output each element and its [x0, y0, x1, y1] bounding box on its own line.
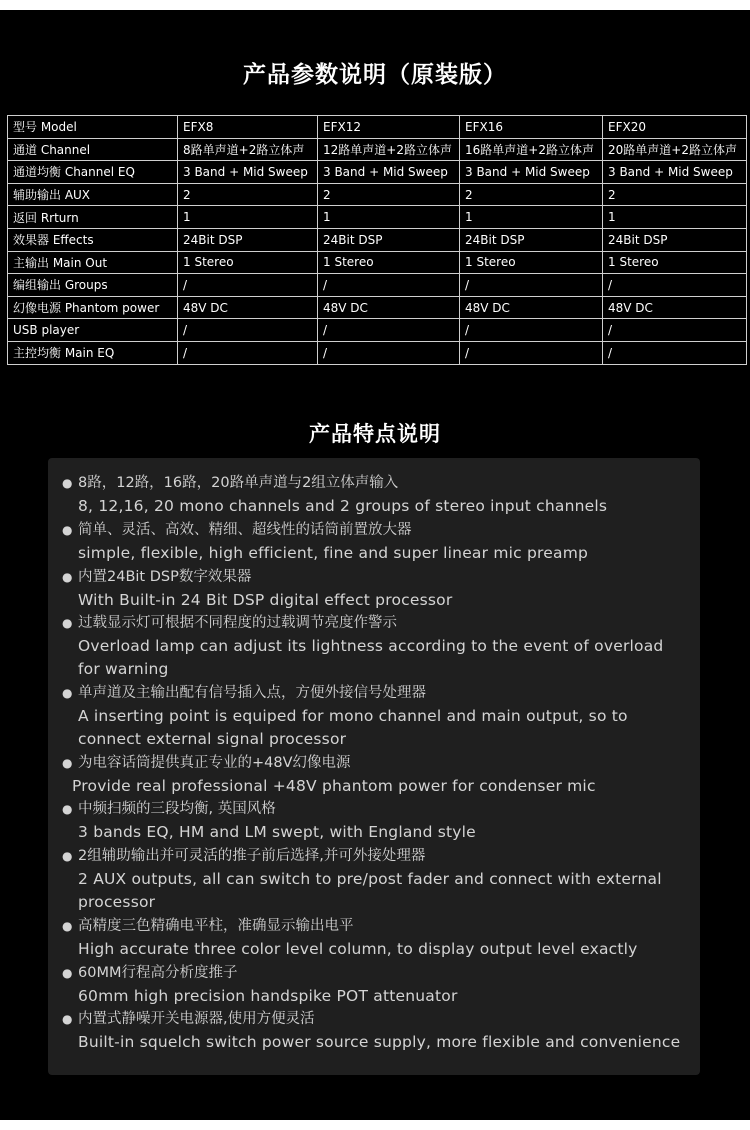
spec-value-cell: 3 Band + Mid Sweep: [603, 161, 747, 184]
table-row: [8, 296, 747, 319]
list-item: [62, 798, 684, 844]
feature-en-text: With Built-in 24 Bit DSP digital effect processor: [78, 590, 453, 609]
spec-value-cell: 8路单声道+2路立体声: [178, 138, 318, 161]
spec-value-cell: /: [460, 274, 603, 297]
feature-en-text: A inserting point is equiped for mono channel and main output, so to connect external signal processor: [78, 706, 628, 748]
spec-label-cell: 主输出 Main Out: [8, 251, 178, 274]
bullet-icon: ●: [62, 802, 73, 817]
feature-zh-text: 单声道及主输出配有信号插入点，方便外接信号处理器: [78, 684, 426, 701]
spec-value-cell: 1 Stereo: [178, 251, 318, 274]
feature-zh-line: [62, 1008, 684, 1031]
bullet-icon: ●: [62, 522, 73, 537]
spec-value-cell: 1 Stereo: [318, 251, 460, 274]
spec-value-cell: 24Bit DSP: [318, 228, 460, 251]
feature-en-text: High accurate three color level column, to display output level exactly: [78, 939, 638, 958]
feature-zh-text: 2组辅助输出并可灵活的推子前后选择,并可外接处理器: [78, 848, 426, 865]
list-item: [62, 472, 684, 518]
bullet-icon: ●: [62, 476, 73, 490]
feature-zh-text: 内置式静噪开关电源器,使用方便灵活: [78, 1011, 315, 1028]
spec-value-cell: /: [603, 341, 747, 364]
bullet-icon: ●: [62, 755, 73, 770]
feature-zh-line: [62, 915, 684, 938]
spec-value-cell: EFX16: [460, 116, 603, 139]
feature-zh-text: 为电容话筒提供真正专业的+48V幻像电源: [78, 754, 351, 771]
spec-value-cell: EFX8: [178, 116, 318, 139]
feature-zh-line: [62, 472, 684, 495]
spec-value-cell: /: [603, 274, 747, 297]
feature-en-text: 3 bands EQ, HM and LM swept, with England style: [78, 823, 476, 842]
feature-zh-line: [62, 519, 684, 542]
spec-value-cell: 2: [318, 183, 460, 206]
spec-label-cell: 编组输出 Groups: [8, 274, 178, 297]
table-row: [8, 161, 747, 184]
spec-label-cell: 辅助输出 AUX: [8, 183, 178, 206]
features-title: 产品特点说明: [309, 422, 441, 446]
table-row: [8, 116, 747, 139]
list-item: [62, 915, 684, 961]
spec-value-cell: 12路单声道+2路立体声: [318, 138, 460, 161]
feature-zh-text: 60MM行程高分析度推子: [78, 964, 238, 981]
table-row: [8, 341, 747, 364]
spec-label-cell: 主控均衡 Main EQ: [8, 341, 178, 364]
spec-label-cell: 通道均衡 Channel EQ: [8, 161, 178, 184]
spec-value-cell: /: [178, 319, 318, 342]
spec-value-cell: 1: [318, 206, 460, 229]
table-row: [8, 251, 747, 274]
spec-value-cell: /: [178, 341, 318, 364]
spec-value-cell: 1: [603, 206, 747, 229]
bullet-icon: ●: [62, 965, 73, 980]
feature-en-text: 60mm high precision handspike POT attenuator: [78, 986, 458, 1005]
list-item: [62, 566, 684, 612]
feature-list: [62, 472, 684, 1054]
spec-value-cell: 1: [178, 206, 318, 229]
feature-zh-line: [62, 682, 684, 705]
feature-en-text: Built-in squelch switch power source supply, more flexible and convenience: [78, 1033, 681, 1052]
spec-value-cell: 1 Stereo: [460, 251, 603, 274]
feature-zh-line: [62, 845, 684, 868]
spec-value-cell: 3 Band + Mid Sweep: [460, 161, 603, 184]
feature-en-text: Overload lamp can adjust its lightness according to the event of overload for warning: [78, 637, 664, 679]
list-item: [62, 682, 684, 751]
page-background: [0, 10, 750, 1120]
spec-label-cell: 返回 Rrturn: [8, 206, 178, 229]
spec-value-cell: 1: [460, 206, 603, 229]
spec-value-cell: /: [318, 341, 460, 364]
spec-value-cell: 20路单声道+2路立体声: [603, 138, 747, 161]
feature-zh-text: 内置24Bit DSP数字效果器: [78, 568, 252, 585]
spec-value-cell: 48V DC: [460, 296, 603, 319]
bullet-icon: ●: [62, 685, 73, 700]
feature-zh-line: [62, 566, 684, 589]
table-row: [8, 319, 747, 342]
spec-value-cell: 24Bit DSP: [178, 228, 318, 251]
bullet-icon: ●: [62, 918, 73, 933]
list-item: [62, 752, 684, 798]
spec-value-cell: /: [318, 319, 460, 342]
spec-value-cell: /: [318, 274, 460, 297]
table-row: [8, 228, 747, 251]
feature-en-text: 2 AUX outputs, all can switch to pre/post fader and connect with external processor: [78, 870, 662, 911]
spec-label-cell: 通道 Channel: [8, 138, 178, 161]
feature-zh-text: 中频扫频的三段均衡, 英国风格: [78, 801, 276, 818]
spec-label-cell: 型号 Model: [8, 116, 178, 139]
list-item: [62, 962, 684, 1008]
bullet-icon: ●: [62, 616, 73, 631]
list-item: [62, 1008, 684, 1054]
features-panel: [48, 458, 700, 1075]
feature-en-text: simple, flexible, high efficient, fine and super linear mic preamp: [78, 543, 589, 562]
spec-table: [7, 115, 747, 365]
spec-value-cell: 2: [178, 183, 318, 206]
feature-zh-line: [62, 798, 684, 821]
spec-value-cell: EFX20: [603, 116, 747, 139]
spec-value-cell: 3 Band + Mid Sweep: [178, 161, 318, 184]
spec-value-cell: /: [603, 319, 747, 342]
spec-label-cell: USB player: [8, 319, 178, 342]
feature-zh-text: 高精度三色精确电平柱，准确显示输出电平: [78, 917, 354, 934]
spec-label-cell: 幻像电源 Phantom power: [8, 296, 178, 319]
bullet-icon: ●: [62, 569, 73, 584]
spec-value-cell: 3 Band + Mid Sweep: [318, 161, 460, 184]
spec-value-cell: /: [460, 341, 603, 364]
spec-value-cell: 2: [603, 183, 747, 206]
feature-zh-line: [62, 962, 684, 985]
spec-value-cell: 16路单声道+2路立体声: [460, 138, 603, 161]
table-row: [8, 274, 747, 297]
spec-value-cell: 48V DC: [318, 296, 460, 319]
spec-value-cell: 2: [460, 183, 603, 206]
feature-zh-text: 8路，12路，16路，20路单声道与2组立体声输入: [78, 475, 399, 491]
bullet-icon: ●: [62, 1012, 73, 1027]
list-item: [62, 612, 684, 681]
table-row: [8, 138, 747, 161]
spec-value-cell: EFX12: [318, 116, 460, 139]
feature-zh-line: [62, 752, 684, 775]
feature-zh-text: 过载显示灯可根据不同程度的过载调节亮度作警示: [78, 615, 397, 632]
spec-value-cell: /: [460, 319, 603, 342]
spec-value-cell: 24Bit DSP: [460, 228, 603, 251]
list-item: [62, 519, 684, 565]
table-row: [8, 183, 747, 206]
feature-en-text: Provide real professional +48V phantom power for condenser mic: [72, 776, 596, 795]
spec-value-cell: 24Bit DSP: [603, 228, 747, 251]
spec-label-cell: 效果器 Effects: [8, 228, 178, 251]
spec-value-cell: 1 Stereo: [603, 251, 747, 274]
feature-en-text: 8, 12,16, 20 mono channels and 2 groups of stereo input channels: [78, 497, 608, 515]
table-row: [8, 206, 747, 229]
spec-value-cell: 48V DC: [178, 296, 318, 319]
list-item: [62, 845, 684, 914]
feature-zh-line: [62, 612, 684, 635]
page-title: 产品参数说明（原装版）: [243, 62, 507, 88]
feature-zh-text: 简单、灵活、高效、精细、超线性的话筒前置放大器: [78, 521, 412, 538]
bullet-icon: ●: [62, 849, 73, 864]
spec-value-cell: 48V DC: [603, 296, 747, 319]
spec-value-cell: /: [178, 274, 318, 297]
